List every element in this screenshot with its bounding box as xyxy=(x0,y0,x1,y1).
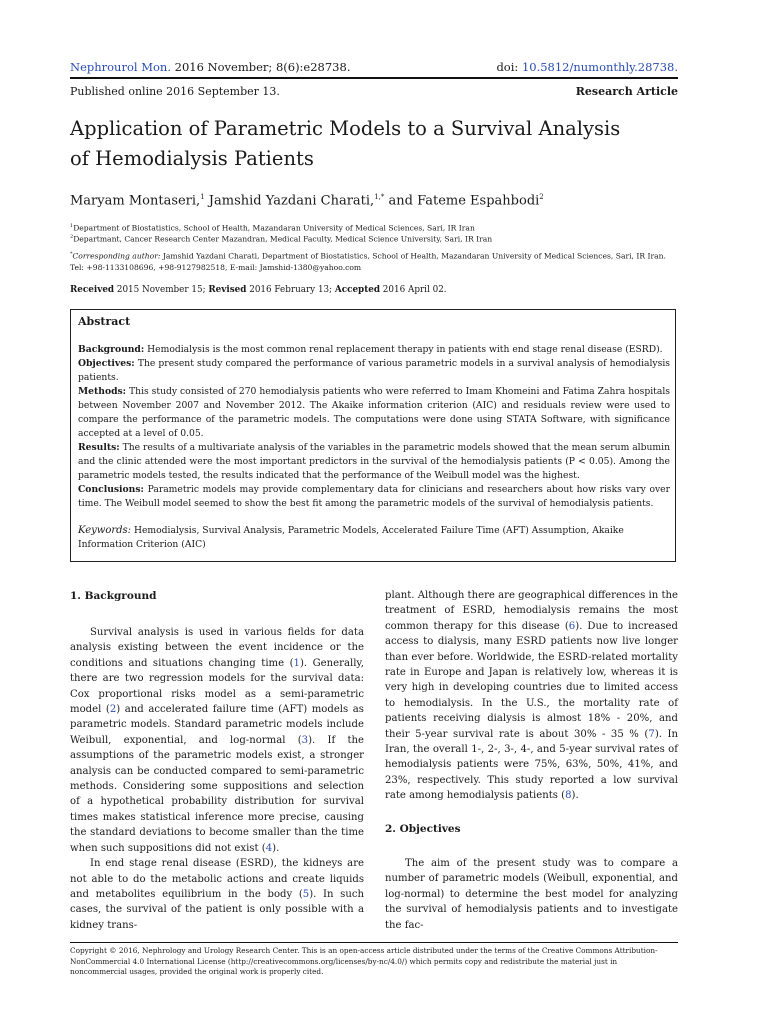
left-column xyxy=(70,625,364,933)
section-heading-background: 1. Background xyxy=(70,590,157,602)
citation-link[interactable]: 1 xyxy=(293,657,300,669)
footer-rule xyxy=(70,942,678,943)
abstract-body xyxy=(78,343,670,511)
abstract-objectives: Objectives: The present study compared the performance of various parametric models in a survival analysis of hemodialysis patients. xyxy=(78,358,670,383)
article-type: Research Article xyxy=(575,85,678,98)
abstract-results: Results: The results of a multivariate analysis of the variables in the parametric models showed that the mean serum albumin and the clinic attended were the most important predictors in the survival of the hemodialysis patients (P < 0.05). Among the parametric models tested, the results indicated that the performance of the Weibull model was the highest. xyxy=(78,442,670,481)
doi-label: doi: xyxy=(496,60,519,74)
affiliation-1: $^1$Department of Biostatistics, School of Health, Mazandaran University of Medical Sciences, Sari, IR Iran xyxy=(70,223,475,233)
citation-text: 2016 November; 8(6):e28738. xyxy=(174,60,351,74)
journal-citation xyxy=(70,60,350,74)
published-date: Published online 2016 September 13. xyxy=(70,85,280,98)
citation-link[interactable]: 6 xyxy=(568,620,576,632)
citation-link[interactable]: 4 xyxy=(265,842,273,854)
abstract-heading: Abstract xyxy=(78,315,131,328)
paragraph: plant. Although there are geographical differences in the treatment of ESRD, hemodialysis remains the most common therapy for this disease (6). Due to increased access to dialysis, many ESRD patients now live longer than ever before. Worldwide, the ESRD-related mortality rate in Europe and Japan is relatively low, whereas it is very high in developing countries due to limited access to hemodialysis. In the U.S., the mortality rate of patients receiving dialysis is almost 18% - 20%, and their 5-year survival rate is about 30% - 35 % (7). In Iran, the overall 1-, 2-, 3-, 4-, and 5-year survival rates of hemodialysis patients were 75%, 63%, 50%, 41%, and 23%, respectively. This study reported a low survival rate among hemodialysis patients (8). xyxy=(385,590,678,802)
paragraph: Survival analysis is used in various fields for data analysis existing between the event incidence or the conditions and situations changing time (1). Generally, there are two regression models for the survival data: Cox proportional risks model as a semi-parametric model (2) and accelerated failure time (AFT) models as parametric models. Standard parametric models include Weibull, exponential, and log-normal (3). If the assumptions of the parametric models exist, a stronger analysis can be conducted compared to semi-parametric methods. Considering some suppositions and selection of a hypothetical probability distribution for survival times makes statistical inference more precise, causing the standard deviations to become smaller than the time when such suppositions did not exist (4). xyxy=(70,627,364,854)
doi xyxy=(496,60,678,74)
copyright-notice: Copyright © 2016, Nephrology and Urology Research Center. This is an open-access article distributed under the terms of the Creative Commons Attribution-NonCommercial 4.0 International License (http://creativecommons.org/licenses/by-nc/4.0/) which permits copy and redistribute the material just in noncommercial usages, provided the original work is properly cited. xyxy=(70,946,658,976)
abstract-conclusions: Conclusions: Parametric models may provide complementary data for clinicians and researchers about how risks vary over time. The Weibull model seemed to show the best fit among the parametric models of the survival of hemodialysis patients. xyxy=(78,484,670,509)
affiliation-2: $^2$Departmant, Cancer Research Center Mazandran, Medical Faculty, Medical Science University, Sari, IR Iran xyxy=(70,234,493,244)
citation-link[interactable]: 8 xyxy=(565,790,572,802)
article-dates: Received 2015 November 15; Revised 2016 February 13; Accepted 2016 April 02. xyxy=(70,285,447,295)
right-column-top xyxy=(385,588,678,804)
paragraph: The aim of the present study was to compare a number of parametric models (Weibull, exponential, and log-normal) to determine the best model for analyzing the survival of hemodialysis patients and to investigate the fac- xyxy=(385,858,678,931)
citation-link[interactable]: 7 xyxy=(648,728,655,740)
authors: Maryam Montaseri,$^1$ Jamshid Yazdani Charati,$^{1,*}$ and Fateme Espahbodi$^2$ xyxy=(70,193,544,209)
paragraph: In end stage renal disease (ESRD), the kidneys are not able to do the metabolic actions and create liquids and metabolites equilibrium in the body (5). In such cases, the survival of the patient is only possible with a kidney trans- xyxy=(70,858,364,931)
citation-link[interactable]: 5 xyxy=(302,888,310,900)
journal-link[interactable]: Nephrourol Mon. xyxy=(70,60,171,74)
section-heading-objectives: 2. Objectives xyxy=(385,823,461,835)
header-rule xyxy=(70,77,678,79)
paper-title: Application of Parametric Models to a Survival Analysis of Hemodialysis Patients xyxy=(70,117,621,170)
corresponding-author: *Corresponding author: Jamshid Yazdani Charati, Department of Biostatistics, School of Health, Mazandaran University of Medical Sciences, Sari, IR Iran. Tel: +98-1133108696, +98-9127982518, E-mail: Jamshid-1380@yahoo.com xyxy=(70,251,666,272)
citation-link[interactable]: 3 xyxy=(301,734,309,746)
citation-link[interactable]: 2 xyxy=(109,704,117,716)
right-column-bottom xyxy=(385,856,678,933)
doi-link[interactable]: 10.5812/numonthly.28738. xyxy=(521,60,678,74)
keywords: Keywords: Hemodialysis, Survival Analysis, Parametric Models, Accelerated Failure Time (AFT) Assumption, Akaike Information Criterion (AIC) xyxy=(78,525,624,550)
abstract-methods: Methods: This study consisted of 270 hemodialysis patients who were referred to Imam Khomeini and Fatima Zahra hospitals between November 2007 and November 2012. The Akaike information criterion (AIC) and residuals review were used to compare the performance of the parametric models. The computations were done using STATA Software, with significance accepted at a level of 0.05. xyxy=(78,386,670,439)
abstract-background: Background: Hemodialysis is the most common renal replacement therapy in patients with end stage renal disease (ESRD). xyxy=(78,344,663,355)
